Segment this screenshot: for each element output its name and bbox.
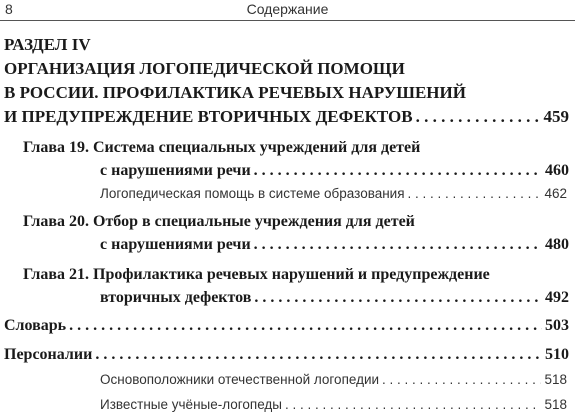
toc-chapter-21[interactable]: [23, 263, 569, 309]
persons-sub-1-page: 518: [544, 372, 567, 387]
chapter-21-page: 492: [545, 289, 569, 306]
dot-leader: [382, 370, 541, 390]
section-last-row: [4, 105, 569, 129]
dot-leader: [416, 105, 541, 129]
sub-entry-title: Логопедическая помощь в системе образования: [100, 186, 405, 201]
page-number: 8: [5, 1, 13, 17]
section-line-4: И ПРЕДУПРЕЖДЕНИЕ ВТОРИЧНЫХ ДЕФЕКТОВ: [4, 107, 413, 126]
dot-leader: [254, 159, 542, 182]
toc-persons[interactable]: [4, 344, 569, 366]
persons-title: Персоналии: [4, 346, 93, 363]
dot-leader: [254, 286, 542, 309]
header-title: Содержание: [246, 1, 329, 17]
dot-leader: [285, 395, 541, 415]
toc-persons-sub-1[interactable]: [100, 370, 567, 390]
toc-sub-entry[interactable]: [100, 184, 567, 204]
dot-leader: [254, 233, 542, 256]
section-line-3: В РОССИИ. ПРОФИЛАКТИКА РЕЧЕВЫХ НАРУШЕНИЙ: [4, 83, 466, 102]
glossary-title: Словарь: [4, 317, 67, 334]
sub-entry-row: [100, 184, 567, 204]
chapter-20-row: [23, 233, 569, 256]
chapter-20-line-1: Глава 20. Отбор в специальные учреждения для детей: [23, 213, 415, 230]
dot-leader: [408, 184, 542, 204]
persons-page: 510: [545, 346, 569, 363]
dot-leader: [69, 315, 542, 337]
persons-row: [4, 344, 569, 366]
persons-sub-1-title: Основоположники отечественной логопедии: [100, 372, 380, 387]
glossary-row: [4, 315, 569, 337]
toc-chapter-20[interactable]: [23, 210, 569, 256]
chapter-21-row: [23, 286, 569, 309]
sub-entry-page: 462: [544, 186, 567, 201]
chapter-19-line-1: Глава 19. Система специальных учреждений для детей: [23, 139, 421, 156]
chapter-19-page: 460: [545, 162, 569, 179]
dot-leader: [95, 344, 542, 366]
running-header: [0, 0, 575, 21]
chapter-21-line-1: Глава 21. Профилактика речевых нарушений и предупреждение: [23, 266, 490, 283]
section-line-1: РАЗДЕЛ IV: [4, 35, 91, 54]
section-heading: [4, 33, 569, 129]
chapter-19-line-2: с нарушениями речи: [100, 162, 251, 179]
toc-glossary[interactable]: [4, 315, 569, 337]
chapter-21-line-2: вторичных дефектов: [100, 289, 252, 306]
chapter-19-row: [23, 159, 569, 182]
section-line-2: ОРГАНИЗАЦИЯ ЛОГОПЕДИЧЕСКОЙ ПОМОЩИ: [4, 59, 405, 78]
glossary-page: 503: [545, 317, 569, 334]
persons-sub-2-title: Известные учёные-логопеды: [100, 397, 282, 412]
persons-sub-2-page: 518: [544, 397, 567, 412]
chapter-20-line-2: с нарушениями речи: [100, 236, 251, 253]
toc-chapter-19[interactable]: [23, 136, 569, 182]
section-page: 459: [543, 107, 569, 126]
persons-sub-2-row: [100, 395, 567, 415]
persons-sub-1-row: [100, 370, 567, 390]
chapter-20-page: 480: [545, 236, 569, 253]
toc-persons-sub-2[interactable]: [100, 395, 567, 415]
